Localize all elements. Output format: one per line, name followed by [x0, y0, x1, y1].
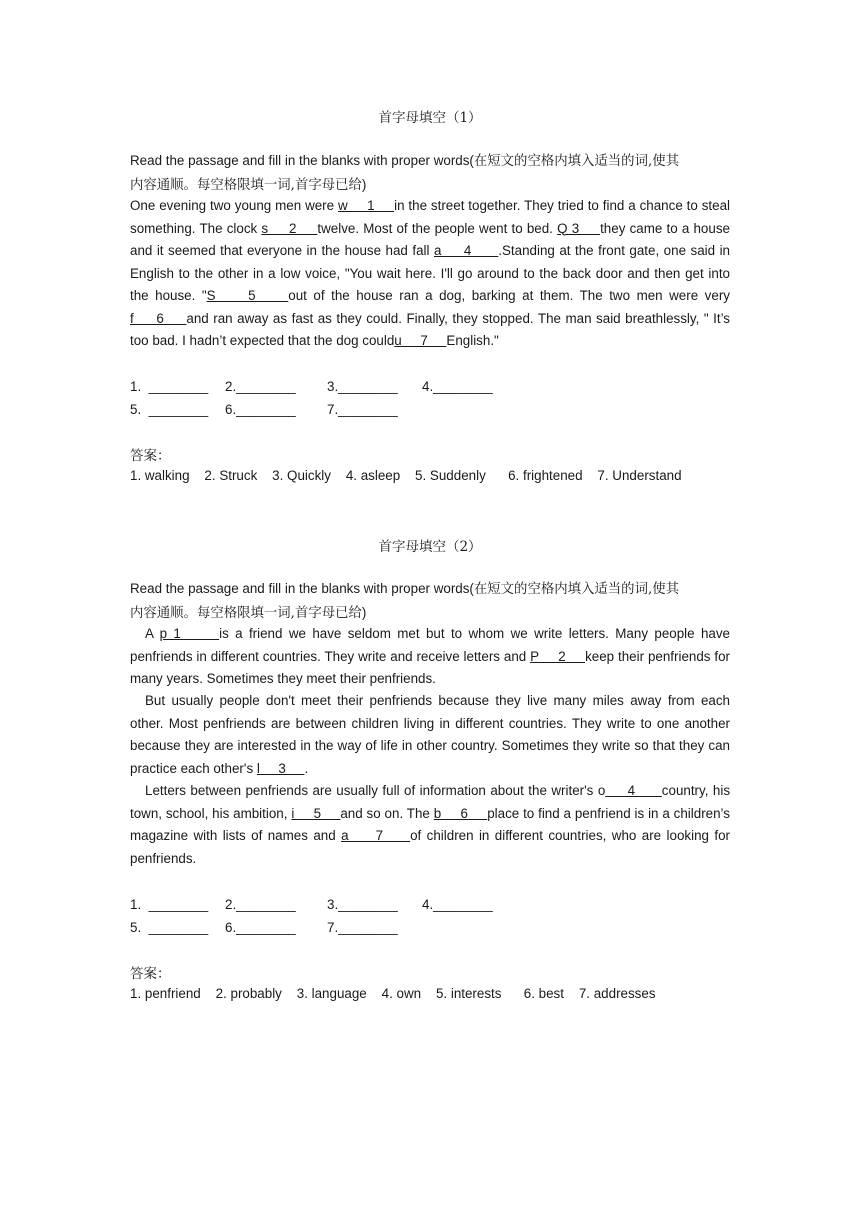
blank-1: 1. ________ [130, 897, 209, 912]
fill-blank: l 3 [256, 760, 305, 776]
section1-title: 首字母填空（1） [378, 110, 482, 126]
blank-4: 4.________ [422, 379, 493, 394]
section2-answer-blanks [130, 894, 493, 939]
blank-4: 4.________ [422, 897, 493, 912]
section1-answer-label: 答案： [130, 448, 171, 464]
instructions-zh-1: 在短文的空格内填入适当的词,使其 [473, 582, 680, 597]
instructions-en: Read the passage and fill in the blanks with proper words( [130, 581, 474, 596]
passage-text: in the street together. They tried to find a chance to steal something. The clock [130, 198, 731, 236]
instructions-zh-2: 内容通顺。每空格限填一词,首字母已给 [130, 605, 362, 621]
passage-text: .Standing at the front gate, one said in English to the other in a low voice, "You wait here. I'll go around to the back door and then get into the house. " [130, 243, 730, 303]
fill-blank: f 6 [130, 310, 187, 326]
blank-1: 1. ________ [130, 379, 209, 394]
passage-text: A [145, 626, 160, 641]
passage-text: and so on. The [340, 805, 434, 821]
passage-text: place to find a penfriend is in a children’s magazine with lists of names and [130, 805, 730, 843]
blank-3: 3.________ [327, 379, 398, 394]
passage-text: and ran away as fast as they could. Finally, they stopped. The man said breathlessly, " It’s too bad. I hadn’t expected that the dog could [130, 310, 730, 348]
section2-paragraph-1 [130, 623, 730, 691]
blank-6: 6.________ [225, 919, 296, 935]
passage-text: keep their penfriends for many years. Sometimes they meet their penfriends. [130, 648, 730, 686]
fill-blank: p 1 [159, 626, 220, 641]
fill-blank: u 7 [394, 333, 447, 348]
instructions-zh-2: 内容通顺。每空格限填一词,首字母已给 [130, 177, 362, 193]
section2-paragraph-2 [130, 690, 730, 780]
passage-text: twelve. Most of the people went to bed. [317, 220, 558, 236]
fill-blank: P 2 [530, 648, 586, 664]
fill-blank: w 1 [338, 198, 395, 213]
section2-answers: 1. penfriend 2. probably 3. language 4. own 5. interests 6. best 7. addresses [130, 986, 656, 1001]
fill-blank: s 2 [261, 220, 318, 236]
fill-blank: b 6 [433, 805, 488, 821]
section1-instructions [130, 150, 730, 197]
passage-text: country, his town, school, his ambition, [130, 783, 731, 821]
blank-row [130, 376, 493, 399]
section1-answer-blanks [130, 376, 493, 421]
section2-title: 首字母填空（2） [378, 539, 482, 555]
instructions-end: ) [361, 604, 367, 620]
blank-7: 7.________ [327, 919, 398, 935]
blank-row [130, 894, 493, 917]
fill-blank: a 7 [341, 828, 411, 843]
fill-blank: i 5 [291, 805, 341, 821]
passage-text: Letters between penfriends are usually full of information about the writer's o [145, 783, 606, 798]
section1-answers: 1. walking 2. Struck 3. Quickly 4. asleep 5. Suddenly 6. frightened 7. Understand [130, 468, 682, 483]
passage-text: out of the house ran a dog, barking at them. The two men were very [288, 288, 730, 303]
blank-5: 5. ________ [130, 401, 209, 417]
passage-text: is a friend we have seldom met but to whom we write letters. Many people have penfriends in different countries. They write and receive letters and [130, 626, 731, 664]
passage-text: they came to a house and it seemed that everyone in the house had fall [130, 220, 730, 258]
blank-2: 2.________ [225, 379, 296, 394]
fill-blank: a 4 [433, 243, 499, 258]
section2-paragraph-3 [130, 780, 730, 870]
passage-text: . [304, 760, 309, 776]
passage-text: But usually people don't meet their penfriends because they live many miles away from each other. Most penfriends are between children living in different countries. They write to one another because they are interested in the way of life in other country. Sometimes they write so that they can practice each other's [130, 693, 730, 776]
instructions-end: ) [361, 176, 367, 192]
blank-row [130, 399, 493, 422]
blank-3: 3.________ [327, 897, 398, 912]
passage-text: English." [446, 333, 499, 348]
blank-row [130, 917, 493, 940]
fill-blank: Q 3 [557, 220, 601, 236]
blank-2: 2.________ [225, 897, 296, 912]
blank-6: 6.________ [225, 401, 296, 417]
passage-text: of children in different countries, who are looking for penfriends. [130, 828, 730, 866]
blank-5: 5. ________ [130, 919, 209, 935]
instructions-en: Read the passage and fill in the blanks with proper words( [130, 153, 474, 168]
fill-blank: S 5 [206, 288, 289, 303]
fill-blank: 4 [605, 783, 662, 798]
blank-7: 7.________ [327, 401, 398, 417]
passage-text: One evening two young men were [130, 198, 338, 213]
section2-answer-label: 答案： [130, 966, 171, 982]
section1-passage [130, 195, 730, 353]
instructions-zh-1: 在短文的空格内填入适当的词,使其 [473, 154, 680, 169]
section2-instructions [130, 578, 730, 625]
